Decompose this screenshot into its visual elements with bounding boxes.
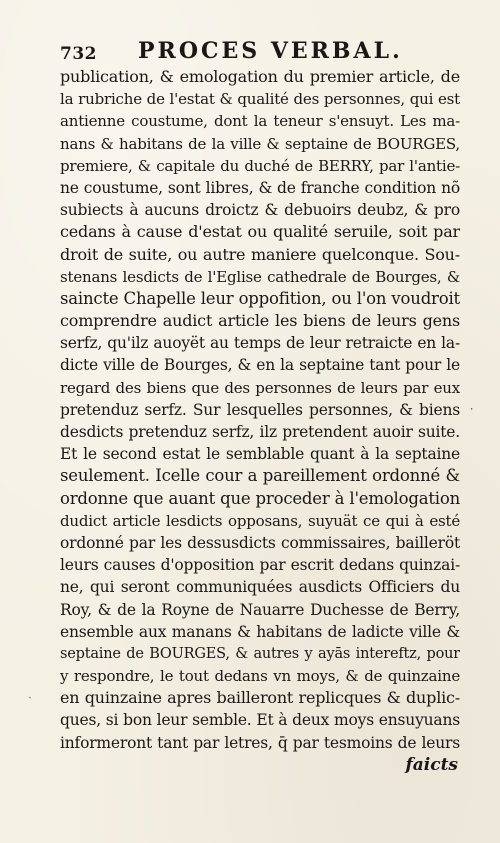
- text-line: desdicts pretenduz serfz, ilz pretendent auoir suite.: [60, 423, 460, 441]
- text-line: informeront tant par letres, q̄ par tesmoins de leurs: [60, 733, 460, 752]
- text-line: en quinzaine apres bailleront replicques & duplic-: [60, 688, 460, 708]
- text-line: ne, qui seront communiquées ausdicts Officiers du: [60, 578, 460, 597]
- text-line: ordonne que auant que proceder à l'emologation: [60, 488, 460, 508]
- page-number: 732: [60, 44, 97, 64]
- text-line: stenans lesdicts de l'Eglise cathedrale de Bourges, &: [60, 267, 460, 286]
- text-line: Roy, & de la Royne de Nauarre Duchesse de Berry,: [60, 600, 460, 619]
- catchword: faicts: [405, 754, 458, 775]
- text-line: droit de suite, ou autre maniere quelconque. Sou-: [60, 244, 460, 264]
- text-line: ques, si bon leur semble. Et à deux moys ensuyuans: [60, 711, 460, 730]
- body-text: [60, 66, 460, 776]
- text-line: ensemble aux manans & habitans de ladicte ville &: [60, 622, 460, 641]
- text-line: cedans à cause d'estat ou qualité seruile, soit par: [60, 222, 460, 242]
- text-line: publication, & emologation du premier article, de: [60, 67, 460, 86]
- text-line: dicte ville de Bourges, & en la septaine tant pour le: [60, 356, 460, 375]
- text-line: nans & habitans de la ville & septaine de BOURGES,: [60, 134, 460, 153]
- text-line: regard des biens que des personnes de leurs par eux: [60, 378, 460, 397]
- margin-mark-icon: ⸳: [470, 400, 474, 414]
- text-line: Et le second estat le semblable quant à la septaine: [60, 445, 460, 464]
- text-line: subiects à aucuns droictz & debuoirs deubz, & pro: [60, 201, 460, 220]
- running-title: PROCES VERBAL.: [138, 38, 403, 64]
- text-line: seulement. Icelle cour a pareillement ordonné &: [60, 466, 460, 486]
- text-line: pretenduz serfz. Sur lesquelles personnes, & biens: [60, 400, 460, 419]
- margin-mark-icon: ˏ: [28, 685, 32, 699]
- text-line: premiere, & capitale du duché de BERRY, par l'antie-: [60, 156, 460, 175]
- text-line: comprendre audict article les biens de leurs gens: [60, 311, 460, 331]
- text-line: ne coustume, sont libres, & de franche condition nõ: [60, 178, 460, 197]
- text-line: leurs causes d'opposition par escrit dedans quinzai-: [60, 556, 460, 575]
- text-line: y respondre, le tout dedans vn moys, & de quinzaine: [60, 667, 460, 686]
- text-line: la rubriche de l'estat & qualité des personnes, qui est: [60, 90, 460, 109]
- text-line: saincte Chapelle leur oppofition, ou l'on voudroit: [60, 288, 460, 308]
- text-line: antienne coustume, dont la teneur s'ensuyt. Les ma-: [60, 112, 460, 131]
- page-header: [60, 38, 460, 68]
- text-line: dudict article lesdicts opposans, suyuät ce qui à esté: [60, 511, 460, 530]
- text-line: ordonné par les dessusdicts commissaires, bailleröt: [60, 533, 460, 552]
- text-line: serfz, qu'ilz auoyët au temps de leur retraicte en la-: [60, 334, 460, 353]
- text-line: septaine de BOURGES, & autres y ayās intereftz, pour: [60, 645, 460, 662]
